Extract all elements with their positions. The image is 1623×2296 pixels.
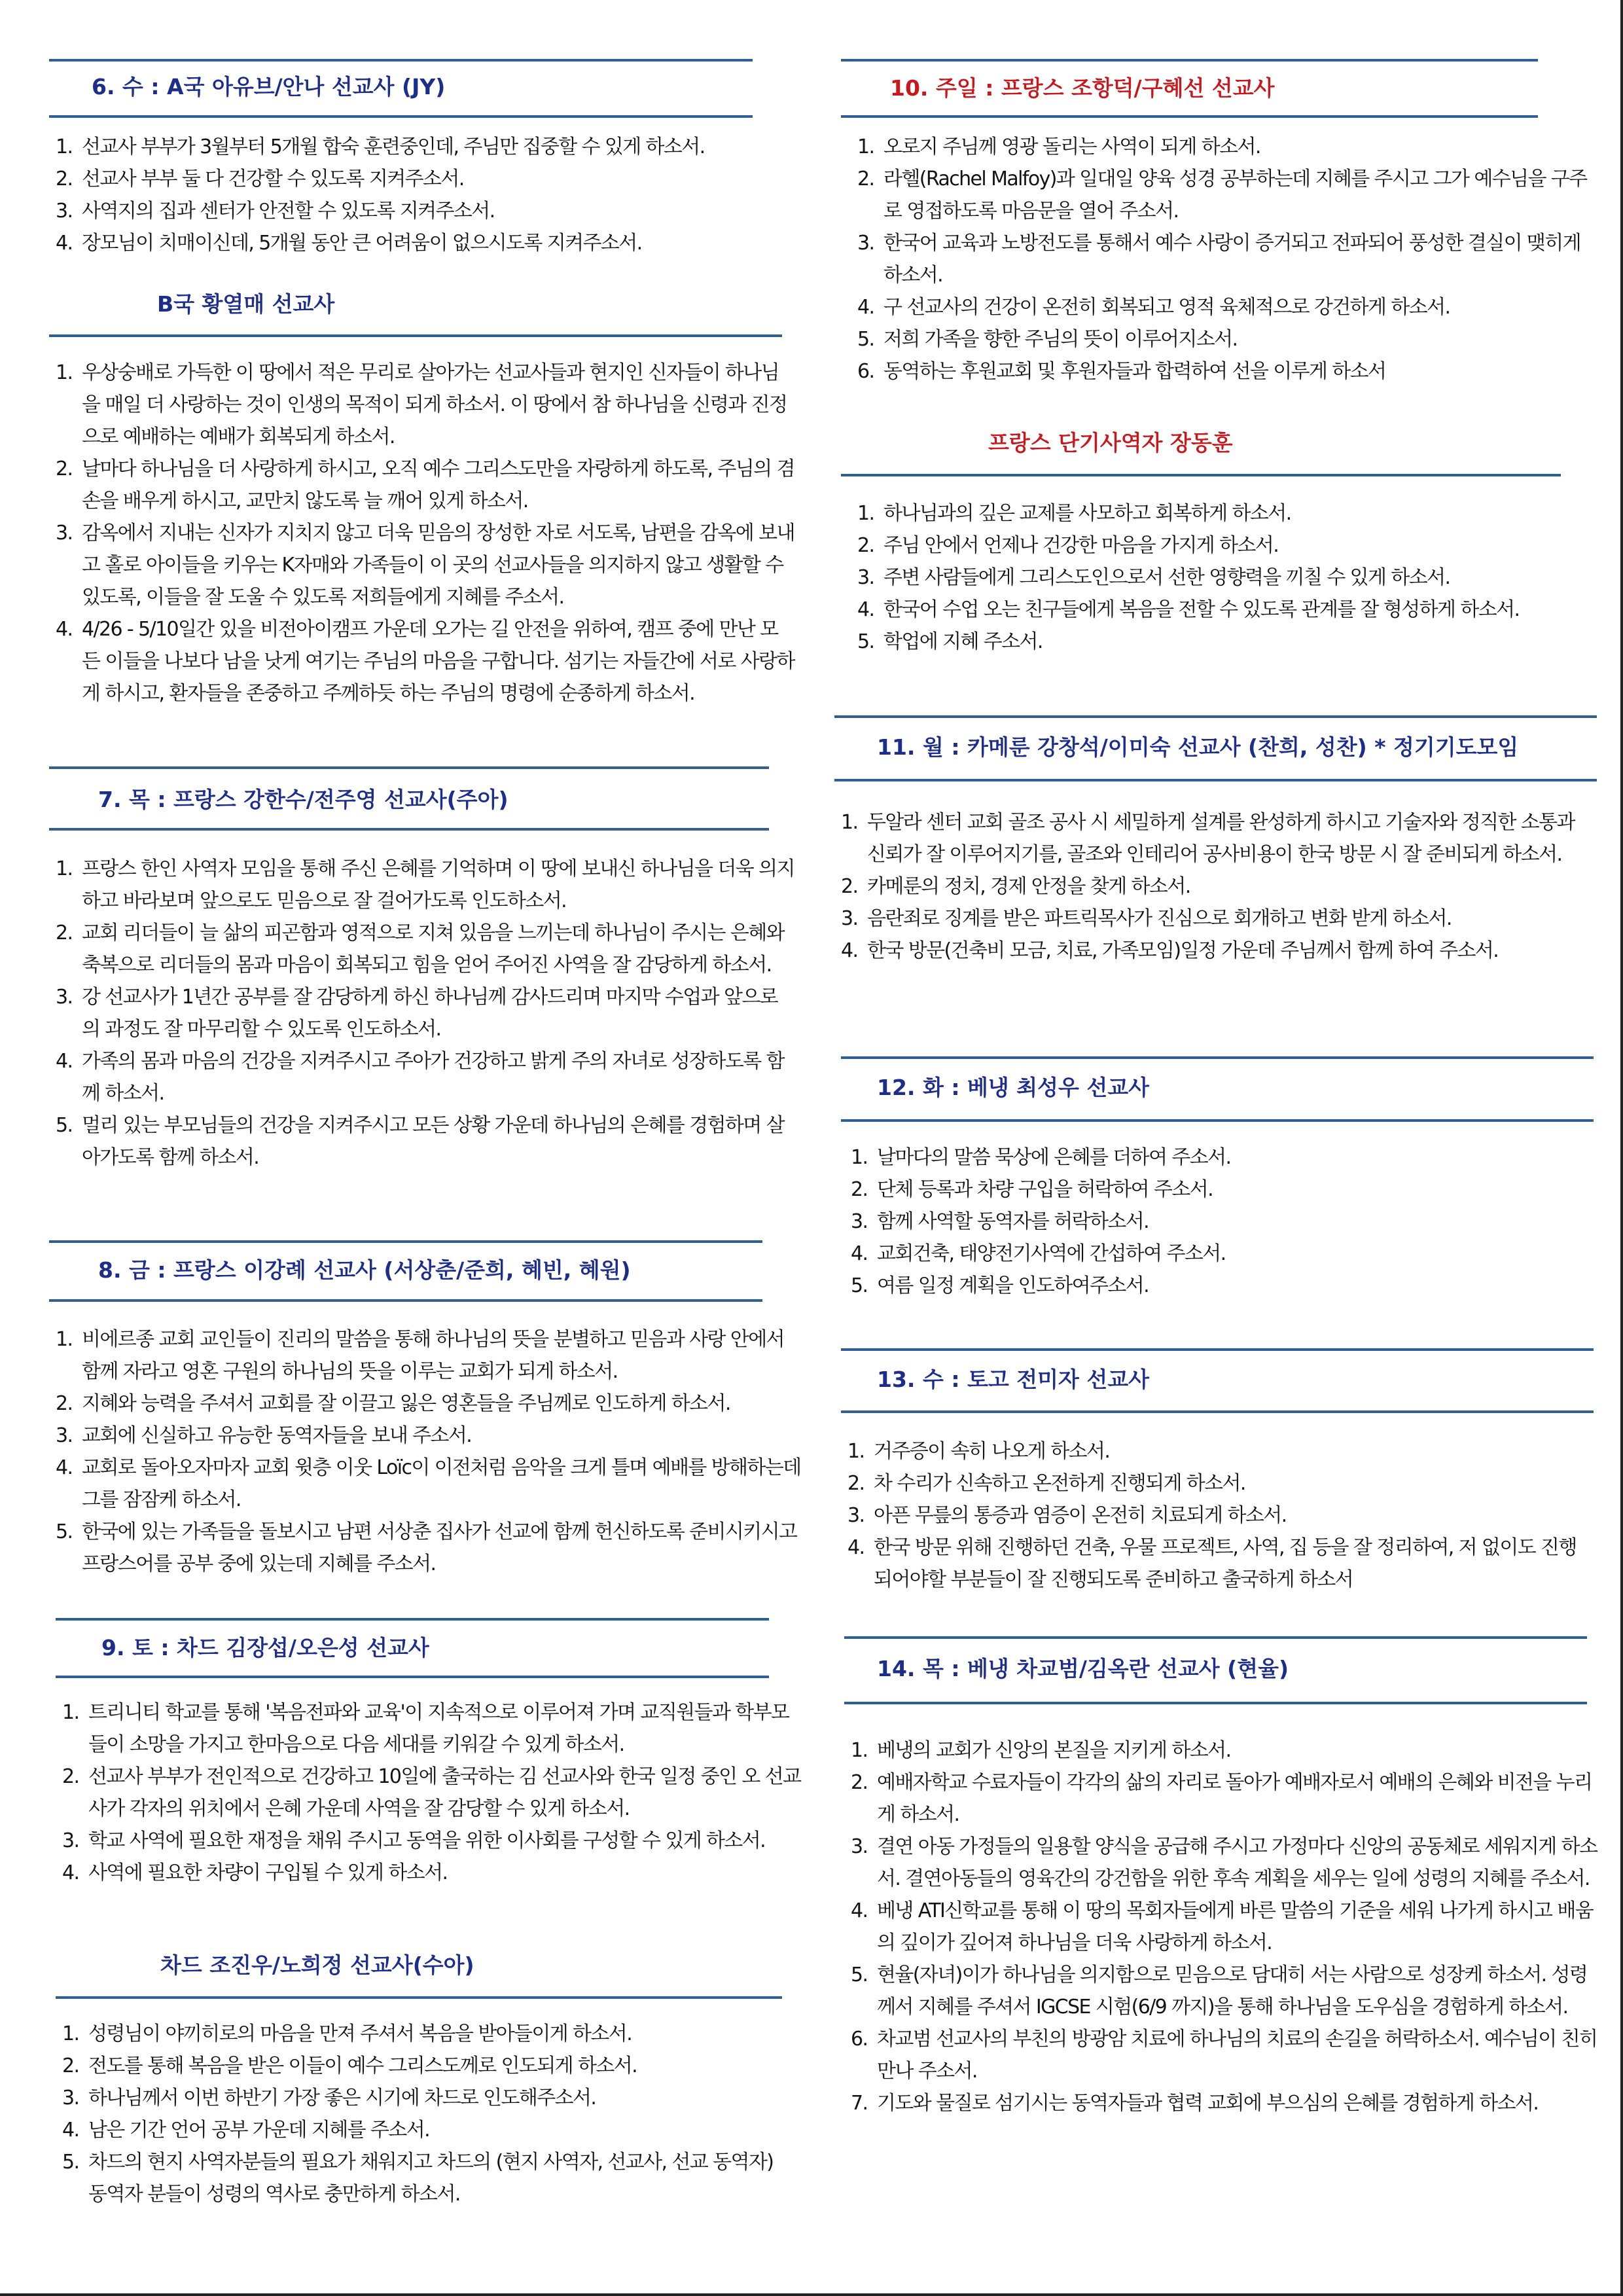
- prayer-item: 1. 날마다의 말씀 묵상에 은혜를 더하여 주소서.: [851, 1146, 1231, 1169]
- section-bottom-rule: [841, 1119, 1594, 1122]
- section-title: B국 황열매 선교사: [157, 291, 335, 317]
- prayer-list: [857, 131, 1590, 387]
- prayer-item: 3. 감옥에서 지내는 신자가 지치지 않고 더욱 믿음의 장성한 자로 서도록, 남편을 감옥에 보내고 홀로 아이들을 키우는 K자매와 가족들이 이 곳의 선교사들을 의지하지 않고 생활할 수 있도록, 이들을 잘 도울 수 있도록 저희들에게 지혜를 주소서.: [56, 522, 794, 609]
- section-top-rule: [841, 1348, 1594, 1351]
- prayer-item: 5. 학업에 지혜 주소서.: [857, 630, 1043, 653]
- prayer-item: 6. 차교범 선교사의 부친의 방광암 치료에 하나님의 치료의 손길을 허락하소서. 예수님이 친히 만나 주소서.: [851, 2028, 1597, 2083]
- section-top-rule: [49, 1240, 762, 1243]
- prayer-item: 4. 장모님이 치매이신데, 5개월 동안 큰 어려움이 없으시도록 지켜주소서.: [56, 232, 642, 255]
- section-bottom-rule: [841, 1410, 1594, 1413]
- section-bottom-rule: [841, 474, 1561, 476]
- prayer-item: 1. 우상숭배로 가득한 이 땅에서 적은 무리로 살아가는 선교사들과 현지인 신자들이 하나님을 매일 더 사랑하는 것이 인생의 목적이 되게 하소서. 이 땅에서 참 하나님을 신령과 진정으로 예배하는 예배가 회복되게 하소서.: [56, 361, 787, 448]
- section-title: 프랑스 단기사역자 장동훈: [988, 430, 1233, 456]
- prayer-item: 4. 교회건축, 태양전기사역에 간섭하여 주소서.: [851, 1242, 1226, 1265]
- section-bottom-rule: [844, 1702, 1587, 1704]
- section-title: 13. 수 : 토고 전미자 선교사: [877, 1367, 1150, 1392]
- prayer-item: 3. 교회에 신실하고 유능한 동역자들을 보내 주소서.: [56, 1424, 472, 1447]
- prayer-list: [56, 131, 782, 259]
- prayer-item: 1. 거주증이 속히 나오게 하소서.: [847, 1440, 1110, 1463]
- prayer-item: 7. 기도와 물질로 섬기시는 동역자들과 협력 교회에 부으심의 은혜를 경험하게 하소서.: [851, 2092, 1539, 2115]
- prayer-item: 4. 한국 방문(건축비 모금, 치료, 가족모임)일정 가운데 주님께서 함께 하여 주소서.: [841, 939, 1499, 962]
- prayer-list: [62, 1696, 805, 1889]
- prayer-item: 3. 한국어 교육과 노방전도를 통해서 예수 사랑이 증거되고 전파되어 풍성한 결실이 맺히게 하소서.: [857, 232, 1581, 287]
- prayer-item: 1. 트리니티 학교를 통해 '복음전파와 교육'이 지속적으로 이루어져 가며 교직원들과 학부모들이 소망을 가지고 한마음으로 다음 세대를 키워갈 수 있게 하소서.: [62, 1701, 789, 1756]
- prayer-item: 3. 주변 사람들에게 그리스도인으로서 선한 영향력을 끼칠 수 있게 하소서.: [857, 566, 1450, 589]
- section-top-rule: [56, 1618, 769, 1621]
- prayer-item: 5. 여름 일정 계획을 인도하여주소서.: [851, 1274, 1149, 1297]
- prayer-item: 2. 예배자학교 수료자들이 각각의 삶의 자리로 돌아가 예배자로서 예배의 은혜와 비전을 누리게 하소서.: [851, 1771, 1592, 1826]
- prayer-item: 1. 두알라 센터 교회 골조 공사 시 세밀하게 설계를 완성하게 하시고 기술자와 정직한 소통과 신뢰가 잘 이루어지기를, 골조와 인테리어 공사비용이 한국 방문 시 잘 준비되게 하소서.: [841, 811, 1575, 866]
- prayer-item: 1. 베냉의 교회가 신앙의 본질을 지키게 하소서.: [851, 1739, 1231, 1762]
- section-bottom-rule: [49, 115, 753, 118]
- prayer-item: 2. 차 수리가 신속하고 온전하게 진행되게 하소서.: [847, 1472, 1245, 1495]
- prayer-list: [56, 853, 795, 1174]
- prayer-item: 1. 비에르종 교회 교인들이 진리의 말씀을 통해 하나님의 뜻을 분별하고 믿음과 사랑 안에서 함께 자라고 영혼 구원의 하나님의 뜻을 이루는 교회가 되게 하소서.: [56, 1328, 784, 1383]
- prayer-item: 2. 단체 등록과 차량 구입을 허락하여 주소서.: [851, 1178, 1213, 1201]
- section-top-rule: [49, 766, 769, 769]
- prayer-item: 5. 차드의 현지 사역자분들의 필요가 채워지고 차드의 (현지 사역자, 선교사, 선교 동역자) 동역자 분들이 성령의 역사로 충만하게 하소서.: [62, 2151, 774, 2206]
- section-title: 8. 금 : 프랑스 이강례 선교사 (서상춘/준희, 혜빈, 혜원): [98, 1257, 631, 1283]
- section-top-rule: [844, 1636, 1587, 1639]
- prayer-item: 4. 남은 기간 언어 공부 가운데 지혜를 주소서.: [62, 2119, 430, 2142]
- prayer-item: 4. 교회로 돌아오자마자 교회 윗층 이웃 Loïc이 이전처럼 음악을 크게 틀며 예배를 방해하는데 그를 잠잠케 하소서.: [56, 1456, 801, 1511]
- prayer-item: 2. 지혜와 능력을 주셔서 교회를 잘 이끌고 잃은 영혼들을 주님께로 인도하게 하소서.: [56, 1392, 730, 1415]
- section-bottom-rule: [49, 334, 782, 337]
- prayer-item: 3. 학교 사역에 필요한 재정을 채워 주시고 동역을 위한 이사회를 구성할 수 있게 하소서.: [62, 1829, 766, 1852]
- section-title: 11. 월 : 카메룬 강창석/이미숙 선교사 (찬희, 성찬) * 정기기도모임: [877, 734, 1519, 760]
- section-title: 14. 목 : 베냉 차교범/김옥란 선교사 (현율): [877, 1656, 1289, 1681]
- prayer-item: 3. 함께 사역할 동역자를 허락하소서.: [851, 1210, 1149, 1233]
- section-bottom-rule: [56, 1676, 769, 1678]
- prayer-item: 2. 카메룬의 정치, 경제 안정을 찾게 하소서.: [841, 875, 1190, 898]
- prayer-item: 5. 멀리 있는 부모님들의 건강을 지켜주시고 모든 상황 가운데 하나님의 은혜를 경험하며 살아가도록 함께 하소서.: [56, 1114, 784, 1169]
- prayer-item: 4. 가족의 몸과 마음의 건강을 지켜주시고 주아가 건강하고 밝게 주의 자녀로 성장하도록 함께 하소서.: [56, 1050, 784, 1105]
- prayer-item: 1. 오로지 주님께 영광 돌리는 사역이 되게 하소서.: [857, 135, 1260, 158]
- prayer-item: 1. 프랑스 한인 사역자 모임을 통해 주신 은혜를 기억하며 이 땅에 보내신 하나님을 더욱 의지하고 바라보며 앞으로도 믿음으로 잘 걸어가도록 인도하소서.: [56, 857, 794, 912]
- section-title: 차드 조진우/노희정 선교사(수아): [160, 1952, 474, 1978]
- section-title: 12. 화 : 베냉 최성우 선교사: [877, 1075, 1150, 1100]
- prayer-item: 4. 베냉 ATI신학교를 통해 이 땅의 목회자들에게 바른 말씀의 기준을 세워 나가게 하시고 배움의 깊이가 깊어져 하나님을 더욱 사랑하게 하소서.: [851, 1899, 1594, 1954]
- prayer-item: 2. 교회 리더들이 늘 삶의 피곤함과 영적으로 지쳐 있음을 느끼는데 하나님이 주시는 은혜와 축복으로 리더들의 몸과 마음이 회복되고 힘을 얻어 주어진 사역을 잘 감당하게 하소서.: [56, 922, 784, 977]
- section-title: 10. 주일 : 프랑스 조항덕/구혜선 선교사: [890, 75, 1275, 101]
- prayer-item: 2. 주님 안에서 언제나 건강한 마음을 가지게 하소서.: [857, 534, 1279, 557]
- prayer-item: 2. 선교사 부부 둘 다 건강할 수 있도록 지켜주소서.: [56, 168, 464, 190]
- section-bottom-rule: [49, 828, 769, 831]
- section-top-rule: [49, 59, 753, 62]
- prayer-list: [847, 1435, 1594, 1596]
- prayer-item: 5. 현율(자녀)이가 하나님을 의지함으로 믿음으로 담대히 서는 사람으로 성장케 하소서. 성령께서 지혜를 주셔서 IGCSE 시험(6/9 까지)을 통해 하나님을 도우심을 경험하게 하소서.: [851, 1964, 1588, 2018]
- section-bottom-rule: [841, 115, 1538, 118]
- section-title: 9. 토 : 차드 김장섭/오은성 선교사: [101, 1635, 429, 1660]
- prayer-item: 5. 한국에 있는 가족들을 돌보시고 남편 서상춘 집사가 선교에 함께 헌신하도록 준비시키시고 프랑스어를 공부 중에 있는데 지혜를 주소서.: [56, 1520, 797, 1575]
- prayer-list: [56, 357, 795, 709]
- prayer-list: [841, 806, 1594, 967]
- section-top-rule: [841, 1056, 1594, 1059]
- section-title: 6. 수 : A국 아유브/안나 선교사 (JY): [92, 74, 446, 99]
- prayer-item: 4. 한국 방문 위해 진행하던 건축, 우물 프로젝트, 사역, 집 등을 잘 정리하여, 저 없이도 진행 되어야할 부분들이 잘 진행되도록 준비하고 출국하게 하소서: [847, 1536, 1577, 1591]
- section-top-rule: [841, 59, 1538, 62]
- prayer-item: 3. 하나님께서 이번 하반기 가장 좋은 시기에 차드로 인도해주소서.: [62, 2087, 596, 2109]
- prayer-item: 3. 음란죄로 징계를 받은 파트릭목사가 진심으로 회개하고 변화 받게 하소서.: [841, 907, 1452, 930]
- section-bottom-rule: [834, 779, 1597, 781]
- section-top-rule: [834, 715, 1597, 718]
- prayer-item: 2. 라헬(Rachel Malfoy)과 일대일 양육 성경 공부하는데 지혜를 주시고 그가 예수님을 구주로 영접하도록 마음문을 열어 주소서.: [857, 168, 1587, 223]
- prayer-item: 5. 저희 가족을 향한 주님의 뜻이 이루어지소서.: [857, 328, 1238, 351]
- prayer-item: 4. 한국어 수업 오는 친구들에게 복음을 전할 수 있도록 관계를 잘 형성하게 하소서.: [857, 598, 1520, 621]
- prayer-item: 3. 아픈 무릎의 통증과 염증이 온전히 치료되게 하소서.: [847, 1504, 1287, 1527]
- page-frame-right: [1620, 0, 1623, 2296]
- page-frame-bottom: [0, 2293, 1623, 2296]
- prayer-item: 3. 결연 아동 가정들의 일용할 양식을 공급해 주시고 가정마다 신앙의 공동체로 세워지게 하소서. 결연아동들의 영육간의 강건함을 위한 후속 계획을 세우는 일에 성령의 지혜를 주소서.: [851, 1835, 1597, 1890]
- prayer-item: 3. 사역지의 집과 센터가 안전할 수 있도록 지켜주소서.: [56, 200, 495, 223]
- section-bottom-rule: [49, 1299, 762, 1302]
- prayer-item: 1. 하나님과의 깊은 교제를 사모하고 회복하게 하소서.: [857, 502, 1291, 525]
- prayer-list: [857, 497, 1590, 658]
- prayer-item: 4. 구 선교사의 건강이 온전히 회복되고 영적 육체적으로 강건하게 하소서.: [857, 296, 1450, 319]
- prayer-list: [851, 1141, 1590, 1302]
- prayer-item: 6. 동역하는 후원교회 및 후원자들과 합력하여 선을 이루게 하소서: [857, 360, 1386, 383]
- prayer-item: 1. 성령님이 야끼히로의 마음을 만져 주셔서 복음을 받아들이게 하소서.: [62, 2022, 632, 2045]
- prayer-item: 2. 전도를 통해 복음을 받은 이들이 예수 그리스도께로 인도되게 하소서.: [62, 2054, 637, 2077]
- prayer-item: 4. 4/26 - 5/10일간 있을 비전아이캠프 가운데 오가는 길 안전을 위하여, 캠프 중에 만난 모든 이들을 나보다 남을 낫게 여기는 주님의 마음을 구합니다. 섬기는 자들간에 서로 사랑하게 하시고, 환자들을 존중하고 주께하듯 하는 주님의 명령에 순종하게 하소서.: [56, 618, 794, 705]
- prayer-item: 2. 선교사 부부가 전인적으로 건강하고 10일에 출국하는 김 선교사와 한국 일정 중인 오 선교사가 각자의 위치에서 은혜 가운데 사역을 잘 감당할 수 있게 하소서.: [62, 1765, 801, 1820]
- prayer-list: [62, 2018, 792, 2210]
- prayer-item: 1. 선교사 부부가 3월부터 5개월 합숙 훈련중인데, 주님만 집중할 수 있게 하소서.: [56, 135, 705, 158]
- prayer-list: [56, 1323, 805, 1580]
- section-bottom-rule: [56, 1996, 782, 1999]
- prayer-item: 2. 날마다 하나님을 더 사랑하게 하시고, 오직 예수 그리스도만을 자랑하게 하도록, 주님의 겸손을 배우게 하시고, 교만치 않도록 늘 깨어 있게 하소서.: [56, 457, 794, 512]
- prayer-list: [851, 1734, 1603, 2119]
- prayer-item: 3. 강 선교사가 1년간 공부를 잘 감당하게 하신 하나님께 감사드리며 마지막 수업과 앞으로의 과정도 잘 마무리할 수 있도록 인도하소서.: [56, 986, 778, 1041]
- prayer-item: 4. 사역에 필요한 차량이 구입될 수 있게 하소서.: [62, 1861, 448, 1884]
- section-title: 7. 목 : 프랑스 강한수/전주영 선교사(주아): [98, 787, 508, 812]
